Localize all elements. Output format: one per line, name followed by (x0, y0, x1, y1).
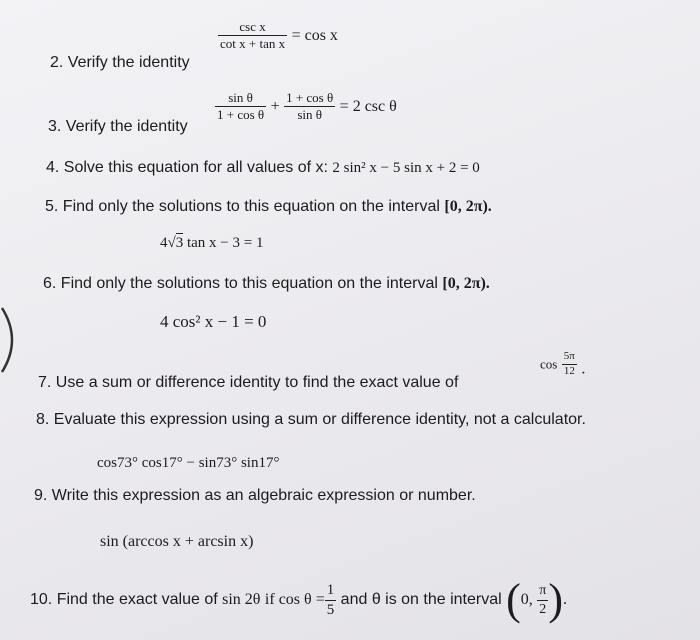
p10-mid: if cos θ = (264, 591, 325, 608)
p5-rest: tan x − 3 = 1 (186, 235, 264, 251)
problem-9-expression: sin (arccos x + arcsin x) (100, 533, 254, 550)
p4-equation: 2 sin² x − 5 sin x + 2 = 0 (332, 160, 480, 176)
p10-numerator: 1 (325, 581, 337, 601)
p3-rhs: = 2 csc θ (339, 97, 397, 115)
p10-expr: sin 2θ (222, 591, 261, 608)
p5-interval: [0, 2π). (444, 198, 492, 215)
p10-prompt-a: 10. Find the exact value of (30, 591, 218, 608)
problem-7-prompt: 7. Use a sum or difference identity to find the exact value of (38, 374, 459, 391)
p2-rhs: = cos x (291, 26, 338, 44)
problem-3-formula (215, 90, 397, 124)
problem-4-prompt (46, 159, 480, 177)
problem-7-expression (540, 350, 585, 379)
p6-interval: [0, 2π). (442, 275, 490, 292)
problem-5-equation (160, 235, 263, 252)
p10-prompt-b: and θ is on the interval (340, 591, 502, 608)
p10-int-denominator: 2 (539, 601, 547, 617)
problem-5-prompt (45, 198, 492, 216)
p10-int-a: 0, (520, 591, 533, 608)
p10-end: . (562, 591, 567, 608)
problem-10-prompt (30, 575, 567, 624)
p5-radicand: 3 (175, 235, 184, 251)
left-paren: ( (506, 575, 521, 624)
p3-frac2-numerator: 1 + cos θ (284, 90, 335, 107)
problem-2-formula (218, 19, 338, 53)
problem-8-expression: cos73° cos17° − sin73° sin17° (97, 455, 280, 471)
problem-3-prompt: 3. Verify the identity (48, 118, 188, 135)
problem-8-prompt: 8. Evaluate this expression using a sum or difference identity, not a calculator. (36, 411, 586, 428)
problem-2-prompt: 2. Verify the identity (50, 54, 190, 71)
p10-denominator: 5 (326, 601, 335, 618)
p3-frac1-numerator: sin θ (215, 90, 266, 107)
p3-frac1-denominator: 1 + cos θ (217, 107, 265, 123)
page-edge-shadow (0, 300, 30, 380)
problem-6-prompt (43, 275, 490, 293)
p5-prompt-text: 5. Find only the solutions to this equation on the interval (45, 198, 440, 215)
p7-end: . (581, 360, 586, 378)
p5-coef: 4 (160, 235, 168, 251)
p3-frac2-denominator: sin θ (297, 107, 322, 123)
sqrt-symbol: √ (167, 235, 176, 251)
p2-numerator: csc x (218, 19, 287, 36)
p7-numerator: 5π (562, 350, 577, 365)
problem-9-prompt: 9. Write this expression as an algebraic expression or number. (34, 487, 476, 504)
p4-prompt-text: 4. Solve this equation for all values of x: (46, 159, 328, 176)
p3-plus: + (270, 97, 280, 115)
problem-6-equation: 4 cos² x − 1 = 0 (160, 312, 267, 331)
p10-int-numerator: π (537, 582, 548, 601)
right-paren: ) (548, 575, 563, 624)
p7-denominator: 12 (563, 364, 575, 377)
p2-denominator: cot x + tan x (220, 36, 286, 52)
p7-func: cos (540, 356, 558, 372)
p6-prompt-text: 6. Find only the solutions to this equation on the interval (43, 275, 438, 292)
